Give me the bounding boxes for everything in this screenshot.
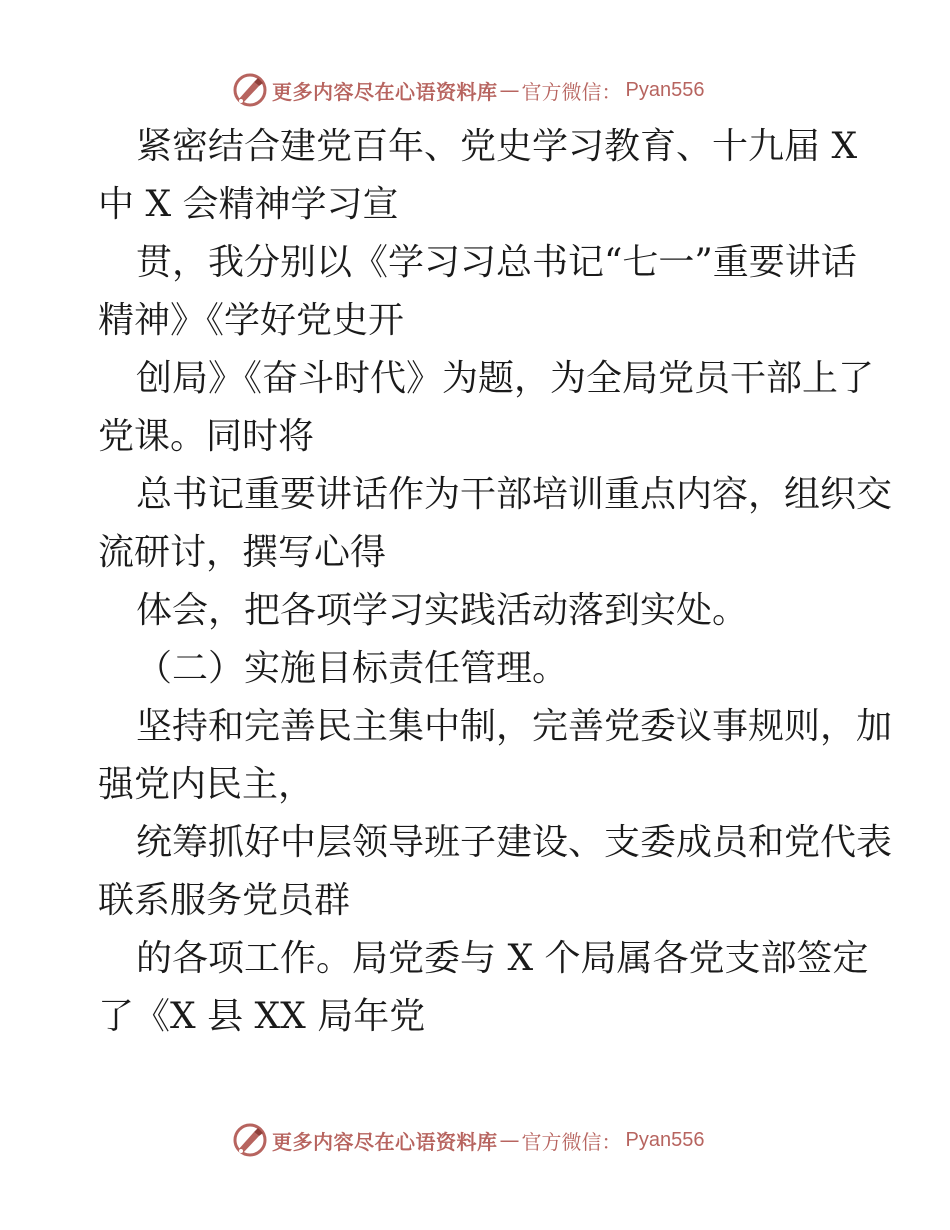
paragraph-line: 紧密结合建党百年、党史学习教育、十九届 X — [136, 126, 858, 167]
paragraph-line: 统筹抓好中层领导班子建设、支委成员和党代表 — [136, 822, 893, 863]
pen-logo-icon — [232, 72, 268, 108]
watermark-wechat-label: 官方微信： — [521, 79, 622, 104]
watermark-dash: — — [499, 1128, 520, 1152]
paragraph-line: 了《X 县 XX 局年党 — [98, 996, 426, 1037]
paragraph-line: 坚持和完善民主集中制，完善党委议事规则，加 — [136, 706, 893, 747]
paragraph-line: 中 X 会精神学习宣 — [98, 184, 399, 225]
paragraph-line: 总书记重要讲话作为干部培训重点内容，组织交 — [136, 474, 893, 515]
watermark-dash: — — [499, 78, 520, 102]
paragraph-line: 贯，我分别以《学习习总书记“七一”重要讲话 — [136, 242, 857, 283]
watermark-site-text: 更多内容尽在心语资料库 — [272, 79, 498, 104]
paragraph-line: 强党内民主， — [98, 764, 315, 805]
paragraph-line: 流研讨，撰写心得 — [98, 532, 387, 573]
watermark-wechat-label: 官方微信： — [521, 1129, 622, 1154]
watermark-wechat-id: Pyan556 — [625, 78, 705, 101]
paragraph-line: 的各项工作。局党委与 X 个局属各党支部签定 — [136, 938, 869, 979]
section-heading: （二）实施目标责任管理。 — [136, 648, 569, 689]
paragraph-line: 体会，把各项学习实践活动落到实处。 — [136, 590, 749, 631]
footer-watermark — [232, 1120, 704, 1160]
paragraph-line: 精神》《学好党史开 — [98, 300, 405, 341]
paragraph-line: 联系服务党员群 — [98, 880, 351, 921]
watermark-site-text: 更多内容尽在心语资料库 — [272, 1129, 498, 1154]
watermark-wechat-id: Pyan556 — [625, 1128, 705, 1151]
paragraph-line: 创局》《奋斗时代》为题，为全局党员干部上了 — [136, 358, 875, 399]
header-watermark — [232, 70, 704, 110]
paragraph-line: 党课。同时将 — [98, 416, 315, 457]
pen-logo-icon — [232, 1122, 268, 1158]
